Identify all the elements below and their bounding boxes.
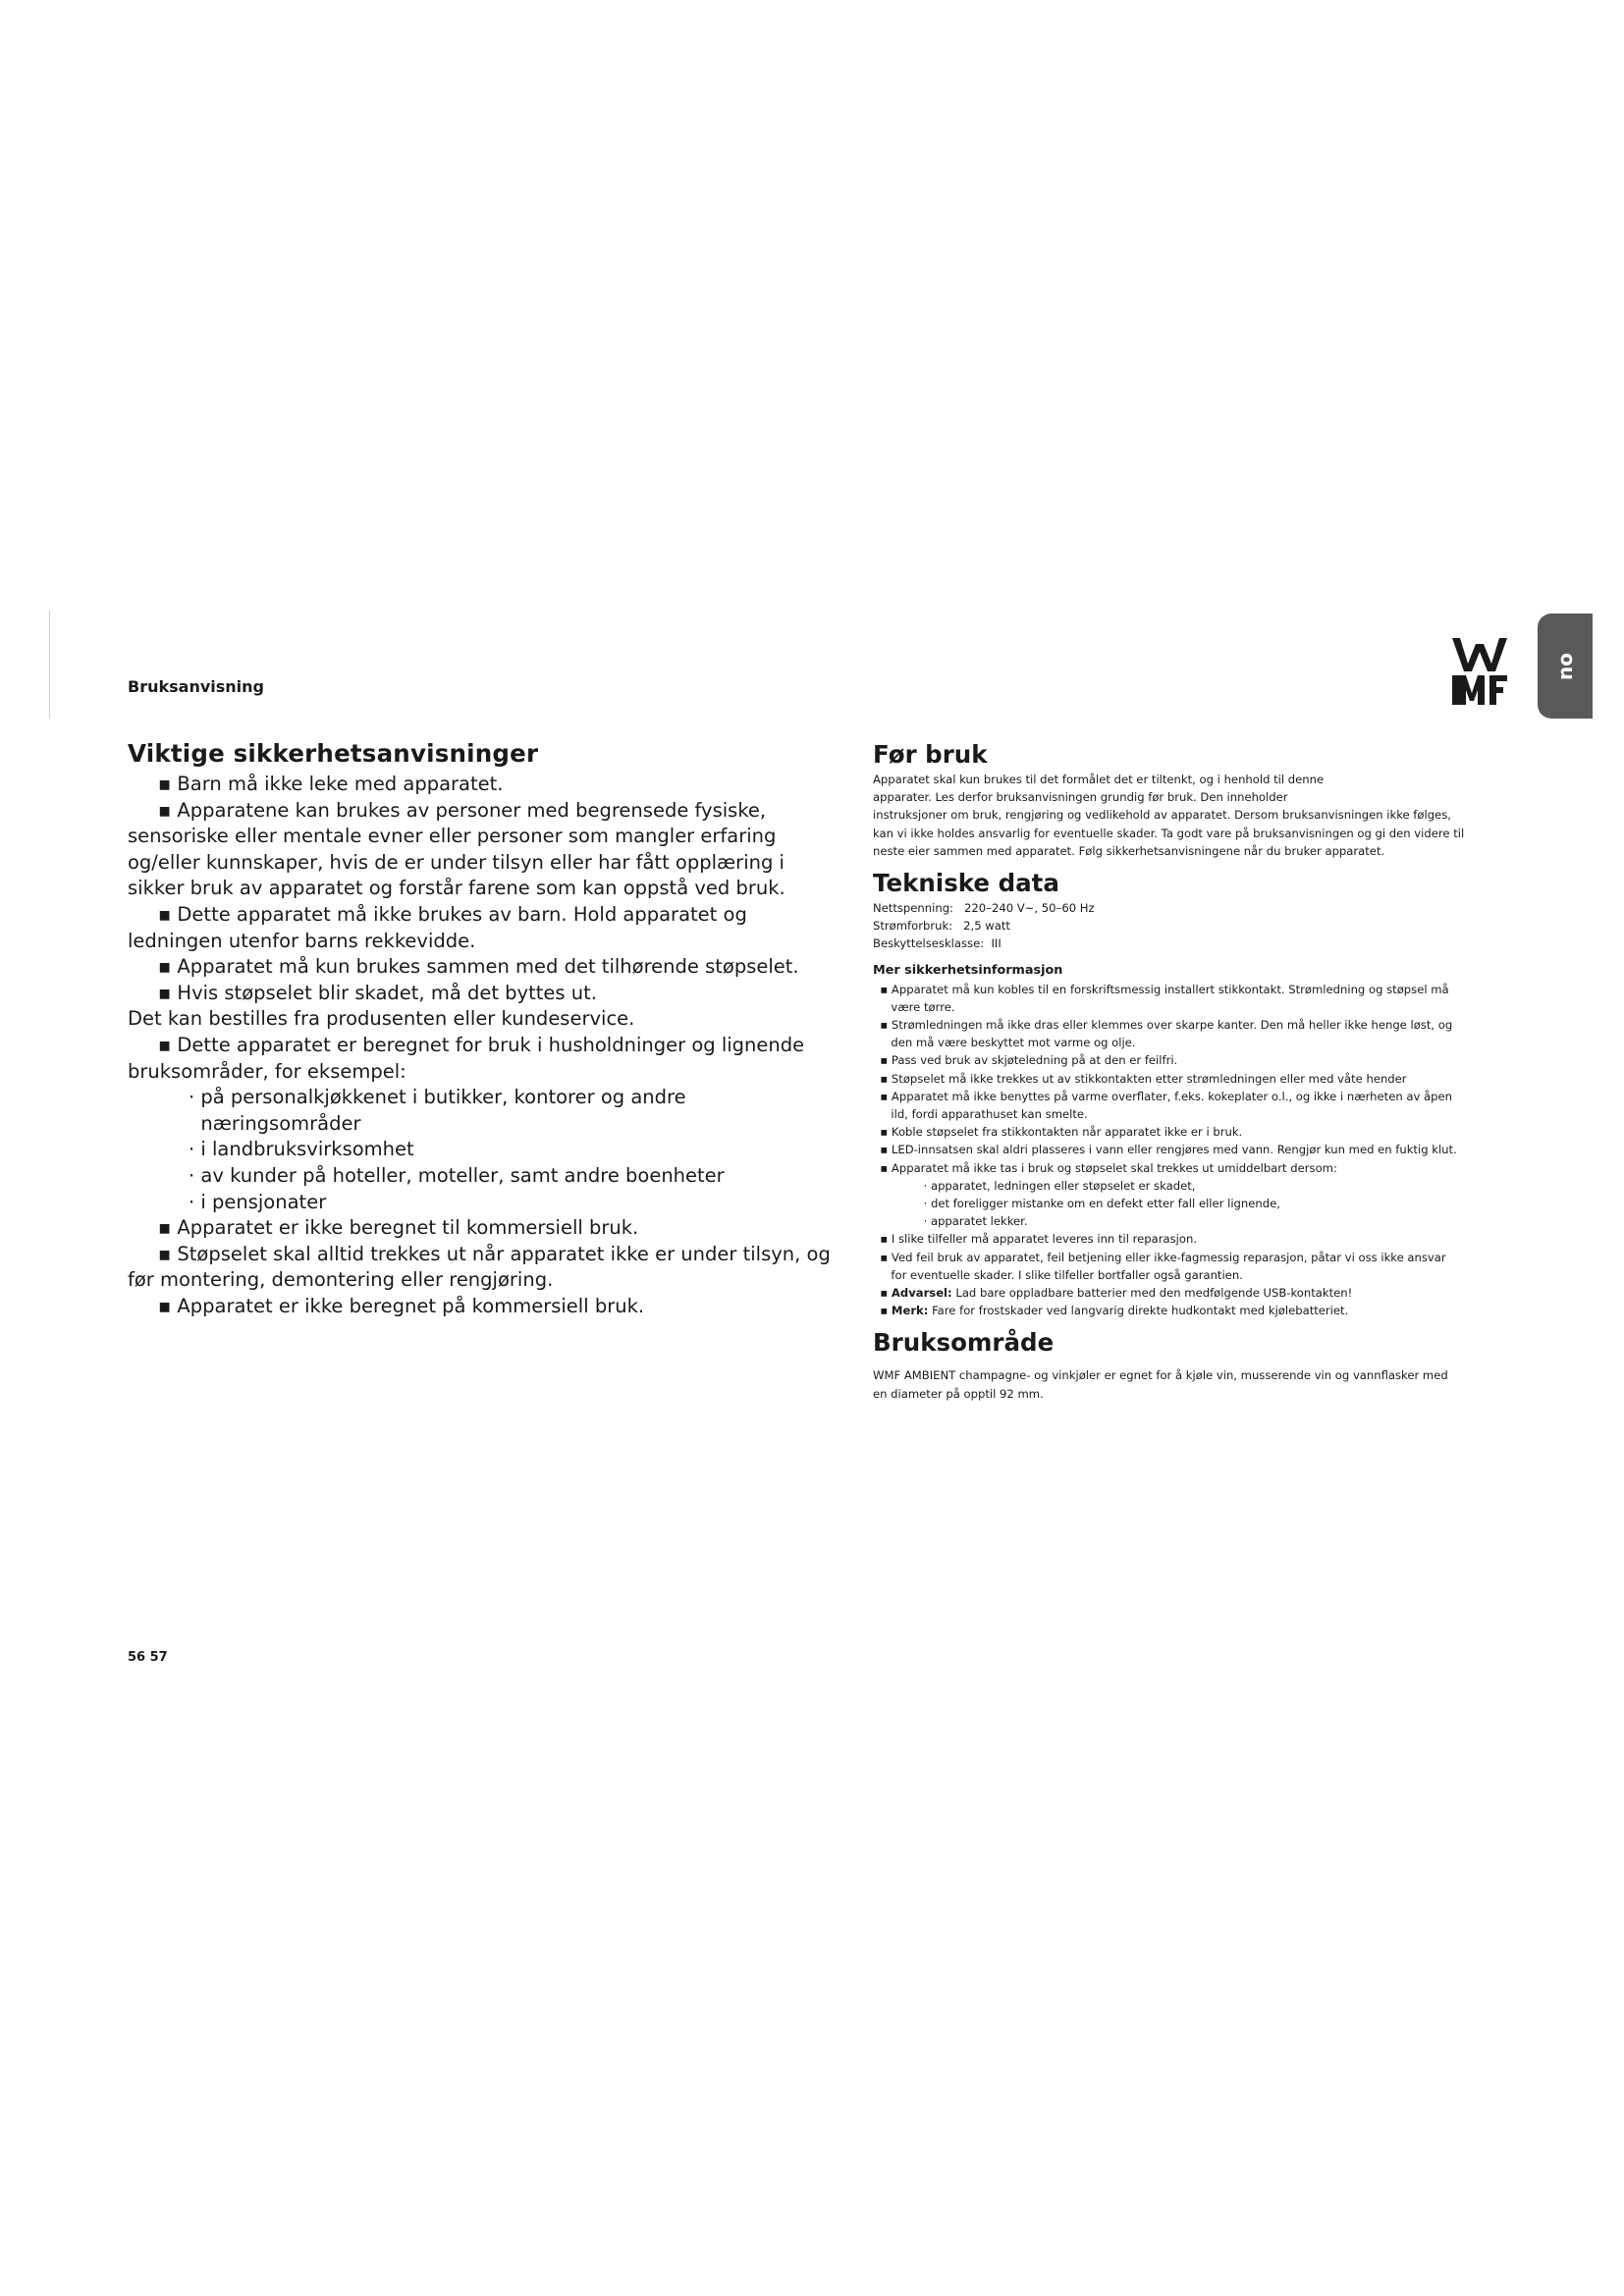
spec-line: Beskyttelsesklasse: III bbox=[873, 936, 1001, 951]
mer-info-text bbox=[873, 981, 1521, 1320]
text-line: neste eier sammen med apparatet. Følg sikkerhetsanvisningene når du bruker apparatet. bbox=[873, 843, 1385, 858]
note-text: Fare for frostskader ved langvarig direkte hudkontakt med kjølebatteriet. bbox=[928, 1304, 1349, 1318]
text-line: ▪ Barn må ikke leke med apparatet. bbox=[128, 773, 504, 795]
text-line: ▪ Hvis støpselet blir skadet, må det byttes ut. bbox=[128, 981, 597, 1004]
text-line: ▪ Støpselet skal alltid trekkes ut når apparatet ikke er under tilsyn, og bbox=[128, 1242, 831, 1265]
note-label: Merk: bbox=[891, 1304, 929, 1318]
text-line: · av kunder på hoteller, moteller, samt andre boenheter bbox=[128, 1163, 725, 1187]
text-line: den må være beskyttet mot varme og olje. bbox=[873, 1036, 1136, 1050]
text-line: næringsområder bbox=[128, 1111, 361, 1135]
text-line: ▪ Dette apparatet er beregnet for bruk i husholdninger og lignende bbox=[128, 1033, 805, 1056]
warning-label: Advarsel: bbox=[891, 1286, 952, 1301]
text-line: for eventuelle skader. I slike tilfeller bortfaller også garantien. bbox=[873, 1267, 1243, 1282]
mer-info-heading: Mer sikkerhetsinformasjon bbox=[873, 962, 1063, 978]
text-line: ▪ Koble støpselet fra stikkontakten når apparatet ikke er i bruk. bbox=[873, 1125, 1243, 1140]
warning-text: Lad bare oppladbare batterier med den medfølgende USB-kontakten! bbox=[951, 1286, 1353, 1301]
header-title: Bruksanvisning bbox=[128, 677, 264, 696]
text-line: Apparatet skal kun brukes til det formålet det er tiltenkt, og i henhold til denne bbox=[873, 773, 1325, 786]
warning-line: ▪ Advarsel: Lad bare oppladbare batterier med den medfølgende USB-kontakten! bbox=[873, 1286, 1353, 1301]
text-line: kan vi ikke holdes ansvarlig for eventuelle skader. Ta godt vare på bruksanvisningen og gi den videre til bbox=[873, 826, 1465, 840]
text-line: ▪ Apparatet er ikke beregnet til kommersiell bruk. bbox=[128, 1216, 639, 1240]
text-line: ▪ Pass ved bruk av skjøteledning på at den er feilfri. bbox=[873, 1053, 1178, 1068]
text-line: · på personalkjøkkenet i butikker, kontorer og andre bbox=[128, 1086, 686, 1109]
safety-lines bbox=[128, 772, 831, 1319]
text-line: bruksområder, for eksempel: bbox=[128, 1059, 406, 1083]
text-line: · apparatet lekker. bbox=[873, 1214, 1028, 1229]
text-line: · apparatet, ledningen eller støpselet er skadet, bbox=[873, 1178, 1196, 1193]
text-line: ▪ Støpselet må ikke trekkes ut av stikkontakten etter strømledningen eller med våte hender bbox=[873, 1071, 1407, 1086]
text-line: · i landbruksvirksomhet bbox=[128, 1138, 414, 1161]
tekniske-data-text bbox=[873, 899, 1521, 953]
text-line: og/eller kunnskaper, hvis de er under tilsyn eller har fått opplæring i bbox=[128, 850, 785, 874]
for-bruk-heading: Før bruk bbox=[873, 740, 988, 769]
text-line: ▪ Ved feil bruk av apparatet, feil betjening eller ikke-fagmessig reparasjon, påtar vi oss ikke ansvar bbox=[873, 1250, 1446, 1264]
language-tab[interactable] bbox=[1538, 614, 1593, 719]
text-line: en diameter på opptil 92 mm. bbox=[873, 1386, 1044, 1401]
safety-heading: Viktige sikkerhetsanvisninger bbox=[128, 739, 539, 768]
for-bruk-text bbox=[873, 771, 1521, 860]
bruksomrade-text bbox=[873, 1366, 1521, 1402]
text-line: ▪ I slike tilfeller må apparatet leveres inn til reparasjon. bbox=[873, 1232, 1198, 1247]
right-column bbox=[873, 739, 1521, 1403]
text-line: ▪ Dette apparatet må ikke brukes av barn. Hold apparatet og bbox=[128, 902, 747, 926]
text-line: Det kan bestilles fra produsenten eller kundeservice. bbox=[128, 1007, 635, 1031]
text-line: ild, fordi apparathuset kan smelte. bbox=[873, 1107, 1088, 1122]
text-line: ▪ Apparatene kan brukes av personer med begrensede fysiske, bbox=[128, 798, 767, 822]
text-line: ledningen utenfor barns rekkevidde. bbox=[128, 929, 476, 952]
page-numbers: 56 57 bbox=[128, 1650, 168, 1665]
note-line: ▪ Merk: Fare for frostskader ved langvarig direkte hudkontakt med kjølebatteriet. bbox=[873, 1304, 1349, 1318]
text-line: ▪ Strømledningen må ikke dras eller klemmes over skarpe kanter. Den må heller ikke henge løst, og bbox=[873, 1018, 1453, 1033]
text-line: instruksjoner om bruk, rengjøring og vedlikehold av apparatet. Dersom bruksanvisningen ikke følges, bbox=[873, 808, 1451, 823]
text-line: før montering, demontering eller rengjøring. bbox=[128, 1268, 554, 1292]
text-line: ▪ Apparatet må kun kobles til en forskriftsmessig installert stikkontakt. Strømledning og støpsel må bbox=[873, 982, 1449, 996]
text-line: ▪ Apparatet må ikke benyttes på varme overflater, f.eks. kokeplater o.l., og ikke i nærheten av åpen bbox=[873, 1089, 1452, 1103]
text-line: · i pensjonater bbox=[128, 1190, 327, 1213]
text-line: ▪ Apparatet må ikke tas i bruk og støpselet skal trekkes ut umiddelbart dersom: bbox=[873, 1160, 1337, 1175]
text-line: WMF AMBIENT champagne- og vinkjøler er egnet for å kjøle vin, musserende vin og vannflasker med bbox=[873, 1368, 1448, 1383]
text-line: ▪ Apparatet er ikke beregnet på kommersiell bruk. bbox=[128, 1294, 645, 1317]
text-line: sikker bruk av apparatet og forstår farene som kan oppstå ved bruk. bbox=[128, 877, 785, 900]
language-tab-label: no bbox=[1552, 652, 1577, 680]
text-line: ▪ LED-innsatsen skal aldri plasseres i vann eller rengjøres med vann. Rengjør kun med en fuktig klut. bbox=[873, 1143, 1457, 1157]
text-line: ▪ Apparatet må kun brukes sammen med det tilhørende støpselet. bbox=[128, 955, 799, 979]
tekniske-data-heading: Tekniske data bbox=[873, 869, 1059, 898]
binding-line bbox=[49, 611, 50, 719]
text-line: · det foreligger mistanke om en defekt etter fall eller lignende, bbox=[873, 1197, 1280, 1211]
text-line: være tørre. bbox=[873, 999, 955, 1014]
text-line: apparater. Les derfor bruksanvisningen grundig før bruk. Den inneholder bbox=[873, 790, 1288, 805]
bruksomrade-heading: Bruksområde bbox=[873, 1328, 1055, 1358]
safety-instructions-section bbox=[128, 739, 831, 1319]
wmf-logo bbox=[1450, 636, 1509, 707]
spec-line: Strømforbruk: 2,5 watt bbox=[873, 919, 1010, 934]
text-line: sensoriske eller mentale evner eller personer som mangler erfaring bbox=[128, 825, 777, 848]
spec-line: Nettspenning: 220–240 V~, 50–60 Hz bbox=[873, 901, 1095, 916]
